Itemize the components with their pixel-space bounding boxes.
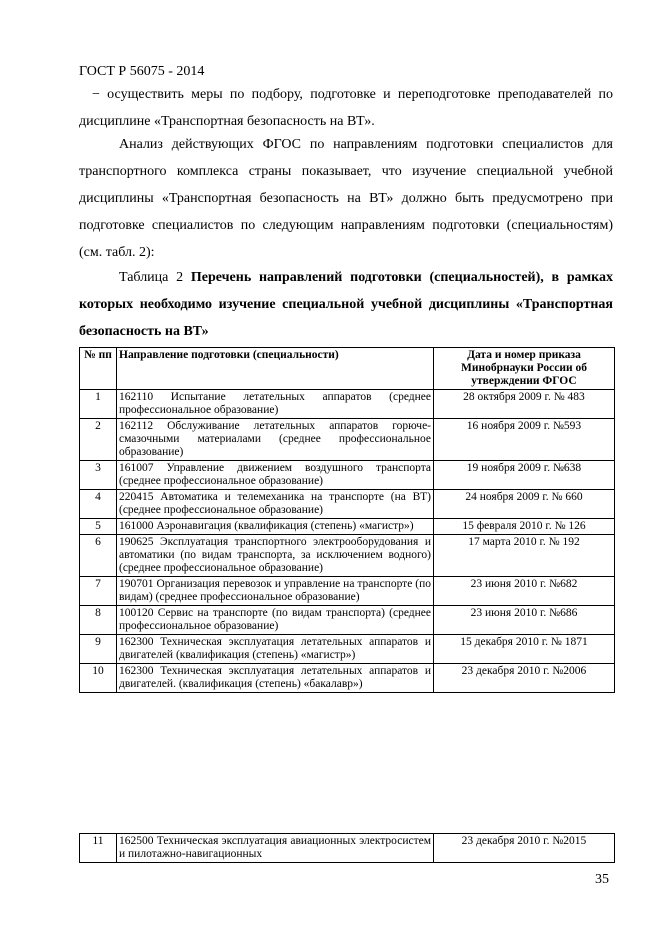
row-number: 2 (80, 419, 117, 461)
table-row (80, 461, 615, 490)
directions-table (79, 347, 615, 693)
table-row (80, 419, 615, 461)
row-direction: 190701 Организация перевозок и управление на транспорте (по видам) (среднее профессиональное образование) (117, 577, 434, 606)
paragraph-measures: − осуществить меры по подбору, подготовке и переподготовке преподавателей по дисциплине «Транспортная безопасность на ВТ». (79, 87, 613, 129)
row-direction: 162300 Техническая эксплуатация летательных аппаратов и двигателей (квалификация (степень) «магистр») (117, 635, 434, 664)
row-direction: 162500 Техническая эксплуатация авиационных электросистем и пилотажно-навигационных (117, 834, 434, 863)
header-direction: Направление подготовки (специальности) (117, 348, 434, 390)
row-number: 5 (80, 519, 117, 535)
row-order: 23 декабря 2010 г. №2006 (434, 664, 615, 693)
row-order: 23 июня 2010 г. №686 (434, 606, 615, 635)
table-row (80, 535, 615, 577)
row-direction: 161000 Аэронавигация (квалификация (степень) «магистр») (117, 519, 434, 535)
row-direction: 100120 Сервис на транспорте (по видам транспорта) (среднее профессиональное образование) (117, 606, 434, 635)
row-number: 8 (80, 606, 117, 635)
row-number: 7 (80, 577, 117, 606)
row-direction: 161007 Управление движением воздушного транспорта (среднее профессиональное образование) (117, 461, 434, 490)
header-number: № пп (80, 348, 117, 390)
table-caption-prefix: Таблица 2 (119, 270, 184, 285)
header-order: Дата и номер приказа Минобрнауки России об утверждении ФГОС (434, 348, 615, 390)
row-direction: 190625 Эксплуатация транспортного электрооборудования и автоматики (по видам транспорта, за исключением водного) (среднее профессиональное образование) (117, 535, 434, 577)
row-number: 10 (80, 664, 117, 693)
row-number: 11 (80, 834, 117, 863)
row-number: 3 (80, 461, 117, 490)
row-number: 4 (80, 490, 117, 519)
table-row (80, 490, 615, 519)
page-number: 35 (595, 872, 609, 887)
table-header-row (80, 348, 615, 390)
row-order: 23 декабря 2010 г. №2015 (434, 834, 615, 863)
table-row (80, 834, 615, 863)
directions-table-continued (79, 833, 615, 863)
row-order: 24 ноября 2009 г. № 660 (434, 490, 615, 519)
row-order: 15 декабря 2010 г. № 1871 (434, 635, 615, 664)
document-header: ГОСТ Р 56075 - 2014 (79, 64, 205, 79)
row-order: 28 октября 2009 г. № 483 (434, 390, 615, 419)
table-row (80, 390, 615, 419)
paragraph-analysis: Анализ действующих ФГОС по направлениям подготовки специалистов для транспортного комплекса страны показывает, что изучение специальной учебной дисциплины «Транспортная безопасность на ВТ» должно быть предусмотрено при подготовке специалистов по следующим направлениям подготовки (специальностям) (см. табл. 2): (79, 137, 613, 260)
row-direction: 220415 Автоматика и телемеханика на транспорте (на ВТ) (среднее профессиональное образование) (117, 490, 434, 519)
row-direction: 162300 Техническая эксплуатация летательных аппаратов и двигателей. (квалификация (степень) «бакалавр») (117, 664, 434, 693)
table-row (80, 664, 615, 693)
table-row (80, 606, 615, 635)
row-direction: 162110 Испытание летательных аппаратов (среднее профессиональное образование) (117, 390, 434, 419)
row-order: 19 ноября 2009 г. №638 (434, 461, 615, 490)
row-order: 17 марта 2010 г. № 192 (434, 535, 615, 577)
row-number: 1 (80, 390, 117, 419)
row-order: 16 ноября 2009 г. №593 (434, 419, 615, 461)
row-direction: 162112 Обслуживание летательных аппаратов горюче-смазочными материалами (среднее профессиональное образование) (117, 419, 434, 461)
table-caption-title: Перечень направлений подготовки (специальностей), в рамках которых необходимо изучение специальной учебной дисциплины «Транспортная безопасность на ВТ» (79, 270, 614, 339)
table-row (80, 635, 615, 664)
table-row (80, 519, 615, 535)
row-number: 9 (80, 635, 117, 664)
row-order: 15 февраля 2010 г. № 126 (434, 519, 615, 535)
row-number: 6 (80, 535, 117, 577)
table-caption (79, 264, 613, 345)
row-order: 23 июня 2010 г. №682 (434, 577, 615, 606)
table-row (80, 577, 615, 606)
